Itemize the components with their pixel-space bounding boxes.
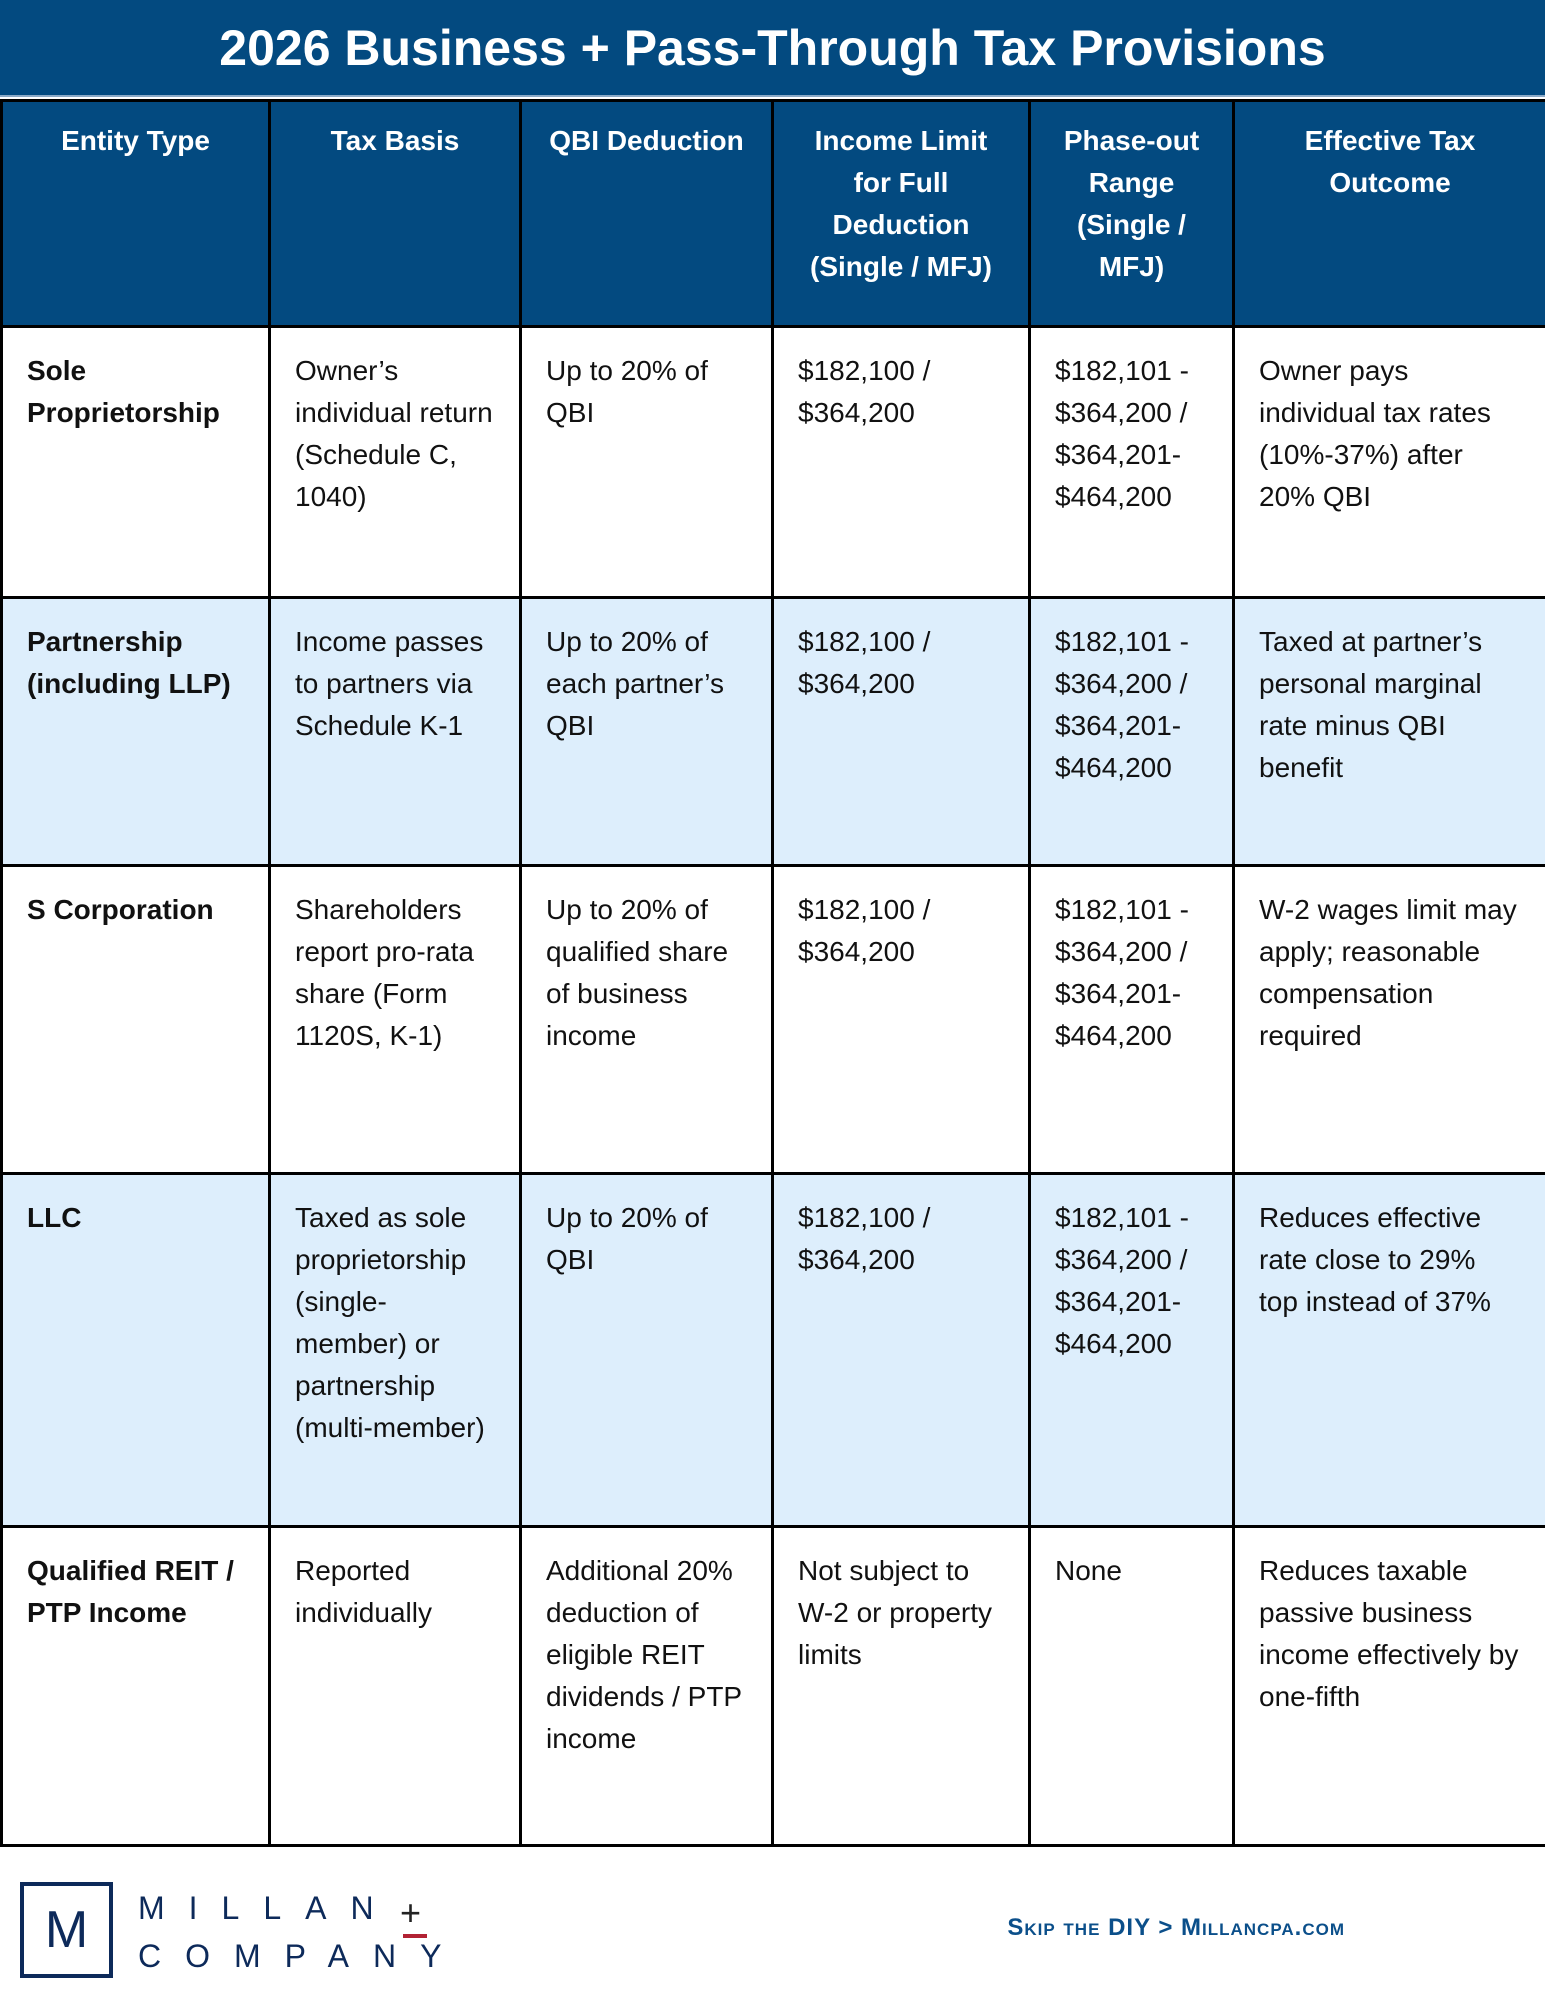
- table-row: [2, 598, 1545, 866]
- header-tax-basis: Tax Basis: [270, 101, 521, 327]
- cell-qbi-deduction: Up to 20% of each partner’s QBI: [521, 598, 773, 866]
- cell-income-limit: Not subject to W-2 or property limits: [773, 1527, 1030, 1846]
- cell-income-limit: $182,100 / $364,200: [773, 866, 1030, 1174]
- header-phase-out: Phase-out Range (Single / MFJ): [1030, 101, 1234, 327]
- cell-income-limit: $182,100 / $364,200: [773, 598, 1030, 866]
- cell-effective-tax-outcome: Reduces effective rate close to 29% top instead of 37%: [1234, 1174, 1545, 1527]
- cell-effective-tax-outcome: Taxed at partner’s personal marginal rate minus QBI benefit: [1234, 598, 1545, 866]
- cell-entity-type: LLC: [2, 1174, 270, 1527]
- cell-qbi-deduction: Up to 20% of qualified share of business income: [521, 866, 773, 1174]
- cell-entity-type: Sole Proprietorship: [2, 327, 270, 598]
- cell-phase-out-range: $182,101 - $364,200 / $364,201- $464,200: [1030, 866, 1234, 1174]
- cell-entity-type: Qualified REIT / PTP Income: [2, 1527, 270, 1846]
- header-qbi-deduction: QBI Deduction: [521, 101, 773, 327]
- cell-tax-basis: Owner’s individual return (Schedule C, 1040): [270, 327, 521, 598]
- logo-line-1: MILLAN: [138, 1890, 398, 1926]
- cell-tax-basis: Taxed as sole proprietorship (single-member) or partnership (multi-member): [270, 1174, 521, 1527]
- plus-icon: +: [400, 1892, 422, 1933]
- cell-entity-type: Partnership (including LLP): [2, 598, 270, 866]
- table-row: [2, 866, 1545, 1174]
- cell-qbi-deduction: Up to 20% of QBI: [521, 1174, 773, 1527]
- cell-tax-basis: Reported individually: [270, 1527, 521, 1846]
- cell-phase-out-range: $182,101 - $364,200 / $364,201- $464,200: [1030, 327, 1234, 598]
- cell-effective-tax-outcome: Reduces taxable passive business income effectively by one-fifth: [1234, 1527, 1545, 1846]
- cell-qbi-deduction: Up to 20% of QBI: [521, 327, 773, 598]
- logo-line-2: COMPANY: [138, 1938, 466, 1974]
- header-income-limit: Income Limit for Full Deduction (Single / MFJ): [773, 101, 1030, 327]
- tax-provisions-table: [0, 99, 1545, 1847]
- table-row: [2, 1527, 1545, 1846]
- header-effective-tax: Effective Tax Outcome: [1234, 101, 1545, 327]
- cell-effective-tax-outcome: W-2 wages limit may apply; reasonable compensation required: [1234, 866, 1545, 1174]
- logo-mark: M: [20, 1882, 113, 1978]
- table-row: [2, 327, 1545, 598]
- cell-qbi-deduction: Additional 20% deduction of eligible REIT dividends / PTP income: [521, 1527, 773, 1846]
- cell-entity-type: S Corporation: [2, 866, 270, 1174]
- header-entity-type: Entity Type: [2, 101, 270, 327]
- cell-phase-out-range: $182,101 - $364,200 / $364,201- $464,200: [1030, 1174, 1234, 1527]
- table-row: [2, 1174, 1545, 1527]
- cell-tax-basis: Shareholders report pro-rata share (Form 1120S, K-1): [270, 866, 521, 1174]
- cell-effective-tax-outcome: Owner pays individual tax rates (10%-37%) after 20% QBI: [1234, 327, 1545, 598]
- cell-income-limit: $182,100 / $364,200: [773, 1174, 1030, 1527]
- website-link[interactable]: Skip the DIY > Millancpa.com: [1007, 1914, 1345, 1941]
- cell-phase-out-range: $182,101 - $364,200 / $364,201- $464,200: [1030, 598, 1234, 866]
- page-title: 2026 Business + Pass-Through Tax Provisions: [0, 0, 1545, 97]
- footer: [0, 1882, 1545, 1982]
- cell-income-limit: $182,100 / $364,200: [773, 327, 1030, 598]
- cell-phase-out-range: None: [1030, 1527, 1234, 1846]
- cell-tax-basis: Income passes to partners via Schedule K-1: [270, 598, 521, 866]
